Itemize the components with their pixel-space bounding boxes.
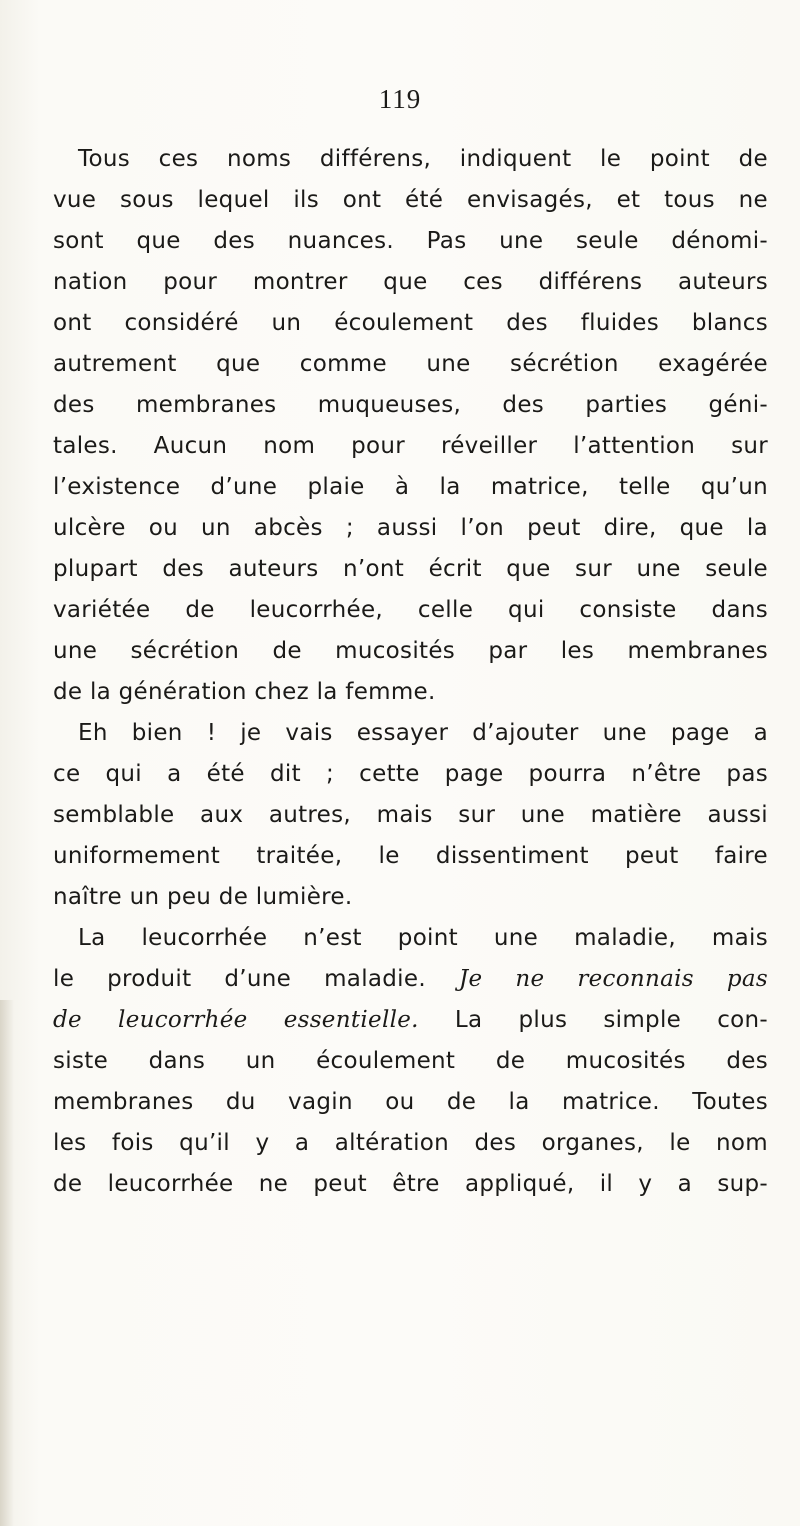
text-line: semblable aux autres, mais sur une matière aussi [53, 802, 768, 828]
text-line: uniformement traitée, le dissentiment peut faire [53, 843, 768, 869]
text-line: La leucorrhée n’est point une maladie, mais [78, 925, 768, 951]
italic-text: Je ne reconnais pas [458, 966, 768, 992]
text-segment: le produit d’une maladie. [53, 966, 459, 992]
text-line: tales. Aucun nom pour réveiller l’attention sur [53, 433, 768, 459]
text-line: Eh bien ! je vais essayer d’ajouter une page a [78, 720, 768, 746]
text-line: membranes du vagin ou de la matrice. Toutes [53, 1089, 768, 1115]
text-line: ce qui a été dit ; cette page pourra n’être pas [53, 761, 768, 787]
text-line: plupart des auteurs n’ont écrit que sur une seule [53, 556, 768, 582]
text-line: des membranes muqueuses, des parties géni- [53, 392, 768, 418]
text-line: vue sous lequel ils ont été envisagés, et tous ne [53, 187, 768, 213]
text-line: ulcère ou un abcès ; aussi l’on peut dire, que la [53, 515, 768, 541]
text-line: les fois qu’il y a altération des organes, le nom [53, 1130, 768, 1156]
text-line: Tous ces noms différens, indiquent le point de [78, 146, 768, 172]
text-line: ont considéré un écoulement des fluides blancs [53, 310, 768, 336]
text-line: siste dans un écoulement de mucosités des [53, 1048, 768, 1074]
italic-text: de leucorrhée essentielle. [53, 1007, 419, 1033]
text-segment: La plus simple con- [418, 1007, 768, 1033]
text-line: l’existence d’une plaie à la matrice, telle qu’un [53, 474, 768, 500]
text-line: de leucorrhée ne peut être appliqué, il y a sup- [53, 1171, 768, 1197]
text-line: variétée de leucorrhée, celle qui consiste dans [53, 597, 768, 623]
text-line [53, 959, 768, 1000]
text-line: sont que des nuances. Pas une seule dénomi- [53, 228, 768, 254]
text-line [53, 1000, 768, 1041]
text-line: une sécrétion de mucosités par les membranes [53, 638, 768, 664]
text-line: naître un peu de lumière. [53, 884, 353, 910]
page-edge-shadow [0, 1000, 14, 1526]
text-line: autrement que comme une sécrétion exagérée [53, 351, 768, 377]
text-line: de la génération chez la femme. [53, 679, 436, 705]
page-number: 119 [378, 84, 422, 114]
text-line: nation pour montrer que ces différens auteurs [53, 269, 768, 295]
body-text [53, 139, 768, 1205]
